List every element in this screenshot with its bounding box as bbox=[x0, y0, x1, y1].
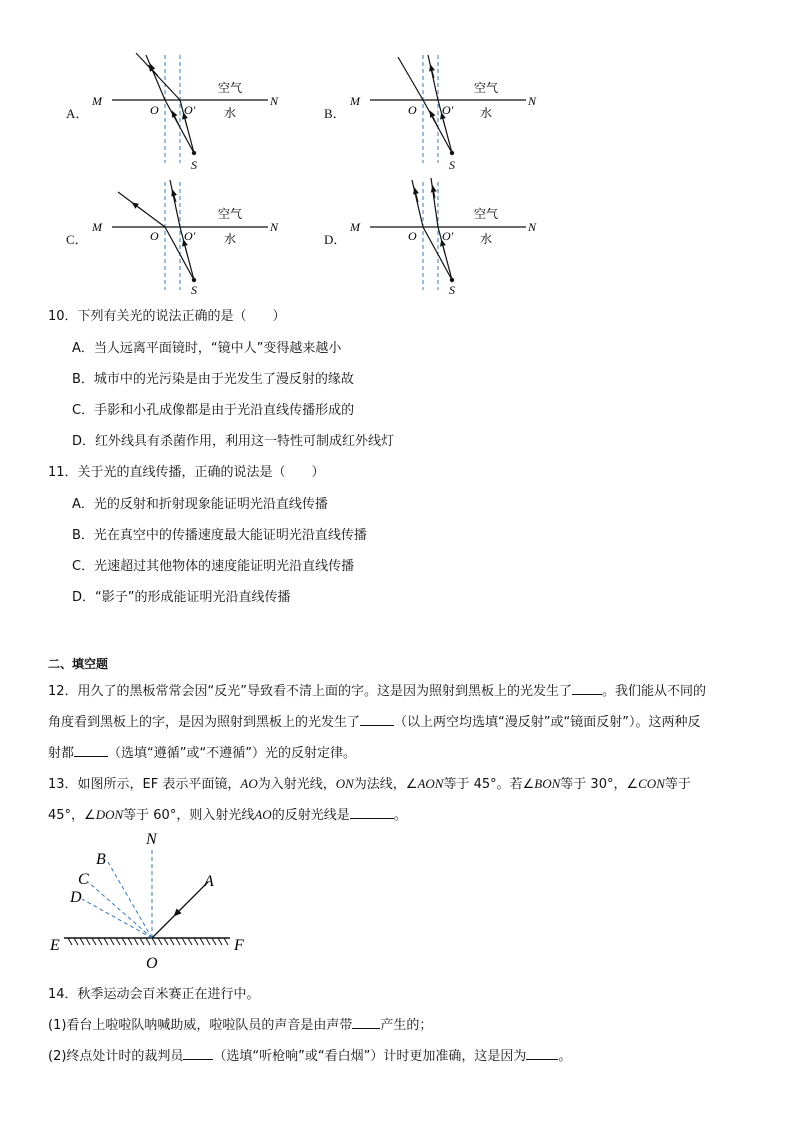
label-o-prime: O′ bbox=[184, 229, 196, 243]
option-letter: D． bbox=[324, 232, 347, 247]
fig-label-o: O bbox=[146, 955, 158, 972]
text: 等于 30°，∠ bbox=[560, 777, 639, 792]
fig-label-a: A bbox=[204, 873, 214, 890]
fig-label-c: C bbox=[78, 871, 89, 888]
math-aon: AON bbox=[417, 776, 444, 791]
answer-blank[interactable] bbox=[183, 1047, 213, 1060]
label-n: N bbox=[270, 94, 279, 108]
text: (1)看台上啦啦队呐喊助威，啦啦队员的声音是由声带 bbox=[48, 1018, 353, 1033]
question-10-stem: 10．下列有关光的说法正确的是（ ） bbox=[48, 309, 286, 324]
question-10-option-d: D．红外线具有杀菌作用，利用这一特性可制成红外线灯 bbox=[72, 434, 395, 449]
question-11-option-d: D．“影子”的形成能证明光沿直线传播 bbox=[72, 590, 291, 605]
math-bon: BON bbox=[534, 776, 561, 791]
text: 等于 bbox=[664, 777, 691, 792]
text: 等于 60°，则入射光线 bbox=[123, 808, 255, 823]
option-letter: B． bbox=[324, 106, 346, 121]
question-11-option-a: A．光的反射和折射现象能证明光沿直线传播 bbox=[72, 497, 328, 512]
label-s: S bbox=[191, 283, 197, 297]
question-12-line-1 bbox=[48, 680, 706, 699]
fig-label-e: E bbox=[50, 937, 60, 954]
label-n: N bbox=[528, 220, 537, 234]
text: 产生的； bbox=[380, 1018, 433, 1033]
question-14-sub-1 bbox=[48, 1014, 432, 1033]
option-letter: A． bbox=[66, 106, 89, 121]
question-13-line-1 bbox=[48, 773, 691, 792]
label-m: M bbox=[350, 94, 360, 108]
math-ao: AO bbox=[254, 807, 272, 822]
answer-blank[interactable] bbox=[526, 1047, 558, 1060]
diagram-option-d bbox=[318, 172, 548, 297]
question-10-option-a: A．当人远离平面镜时，“镜中人”变得越来越小 bbox=[72, 341, 342, 356]
question-11-option-b: B．光在真空中的传播速度最大能证明光沿直线传播 bbox=[72, 528, 367, 543]
question-10-option-c: C．手影和小孔成像都是由于光沿直线传播形成的 bbox=[72, 403, 355, 418]
label-o-prime: O′ bbox=[442, 229, 454, 243]
option-letter: C． bbox=[66, 232, 88, 247]
text: (2)终点处计时的裁判员 bbox=[48, 1049, 184, 1064]
label-o: O bbox=[408, 229, 417, 243]
label-water: 水 bbox=[480, 106, 493, 120]
label-air: 空气 bbox=[474, 81, 499, 95]
label-o: O bbox=[150, 229, 159, 243]
question-12-line-2 bbox=[48, 711, 700, 730]
mirror-reflection-figure bbox=[44, 826, 254, 976]
question-11-stem: 11．关于光的直线传播，正确的说法是（ ） bbox=[48, 465, 325, 480]
label-s: S bbox=[191, 158, 197, 170]
math-con: CON bbox=[638, 776, 665, 791]
refraction-figure bbox=[318, 172, 548, 297]
text: 角度看到黑板上的字，是因为照射到黑板上的光发生了 bbox=[48, 715, 361, 730]
label-air: 空气 bbox=[218, 81, 243, 95]
text: 12．用久了的黑板常常会因“反光”导致看不清上面的字。这是因为照射到黑板上的光发生了 bbox=[48, 684, 573, 699]
label-o-prime: O′ bbox=[442, 103, 454, 117]
question-12-line-3 bbox=[48, 742, 356, 761]
answer-blank[interactable] bbox=[350, 806, 394, 819]
refraction-figure bbox=[60, 172, 290, 297]
answer-blank[interactable] bbox=[352, 1016, 380, 1029]
diagram-option-a bbox=[60, 45, 290, 170]
question-10-option-b: B．城市中的光污染是由于光发生了漫反射的缘故 bbox=[72, 372, 354, 387]
text: 为入射光线， bbox=[257, 777, 336, 792]
text: 等于 45°。若∠ bbox=[443, 777, 535, 792]
label-o: O bbox=[150, 103, 159, 117]
label-water: 水 bbox=[480, 232, 493, 246]
answer-blank[interactable] bbox=[572, 682, 602, 695]
text: 的反射光线是 bbox=[271, 808, 350, 823]
diagram-option-c bbox=[60, 172, 290, 297]
label-m: M bbox=[92, 94, 102, 108]
label-n: N bbox=[270, 220, 279, 234]
label-s: S bbox=[449, 283, 455, 297]
text: 。 bbox=[558, 1049, 572, 1064]
refraction-figure bbox=[318, 45, 548, 170]
section-title: 二、填空题 bbox=[48, 657, 109, 671]
question-14-sub-2 bbox=[48, 1045, 571, 1064]
diagram-option-b bbox=[318, 45, 548, 170]
fig-label-f: F bbox=[234, 937, 244, 954]
question-13-line-2 bbox=[48, 804, 407, 823]
math-don: DON bbox=[95, 807, 124, 822]
question-11-option-c: C．光速超过其他物体的速度能证明光沿直线传播 bbox=[72, 559, 355, 574]
math-on: ON bbox=[335, 776, 354, 791]
question-14-stem: 14．秋季运动会百米赛正在进行中。 bbox=[48, 987, 260, 1002]
label-m: M bbox=[92, 220, 102, 234]
text: 13．如图所示，EF 表示平面镜， bbox=[48, 777, 241, 792]
label-o: O bbox=[408, 103, 417, 117]
answer-blank[interactable] bbox=[74, 744, 108, 757]
answer-blank[interactable] bbox=[360, 713, 394, 726]
fig-label-d: D bbox=[70, 889, 82, 906]
text: （选填“遵循”或“不遵循”）光的反射定律。 bbox=[108, 746, 356, 761]
label-air: 空气 bbox=[218, 207, 243, 221]
fig-label-n: N bbox=[146, 831, 157, 848]
text: 射都 bbox=[48, 746, 75, 761]
text: 。 bbox=[393, 808, 407, 823]
text: 45°，∠ bbox=[48, 808, 96, 823]
label-o-prime: O′ bbox=[184, 103, 196, 117]
label-water: 水 bbox=[224, 232, 237, 246]
label-n: N bbox=[528, 94, 537, 108]
math-ao: AO bbox=[240, 776, 258, 791]
text: 为法线，∠ bbox=[353, 777, 418, 792]
text: （选填“听枪响”或“看白烟”）计时更加准确，这是因为 bbox=[213, 1049, 527, 1064]
label-s: S bbox=[449, 158, 455, 170]
label-m: M bbox=[350, 220, 360, 234]
refraction-figure bbox=[60, 45, 290, 170]
text: （以上两空均选填“漫反射”或“镜面反射”）。这两种反 bbox=[394, 715, 701, 730]
label-air: 空气 bbox=[474, 207, 499, 221]
text: 。我们能从不同的 bbox=[602, 684, 707, 699]
label-water: 水 bbox=[224, 106, 237, 120]
fig-label-b: B bbox=[96, 851, 106, 868]
